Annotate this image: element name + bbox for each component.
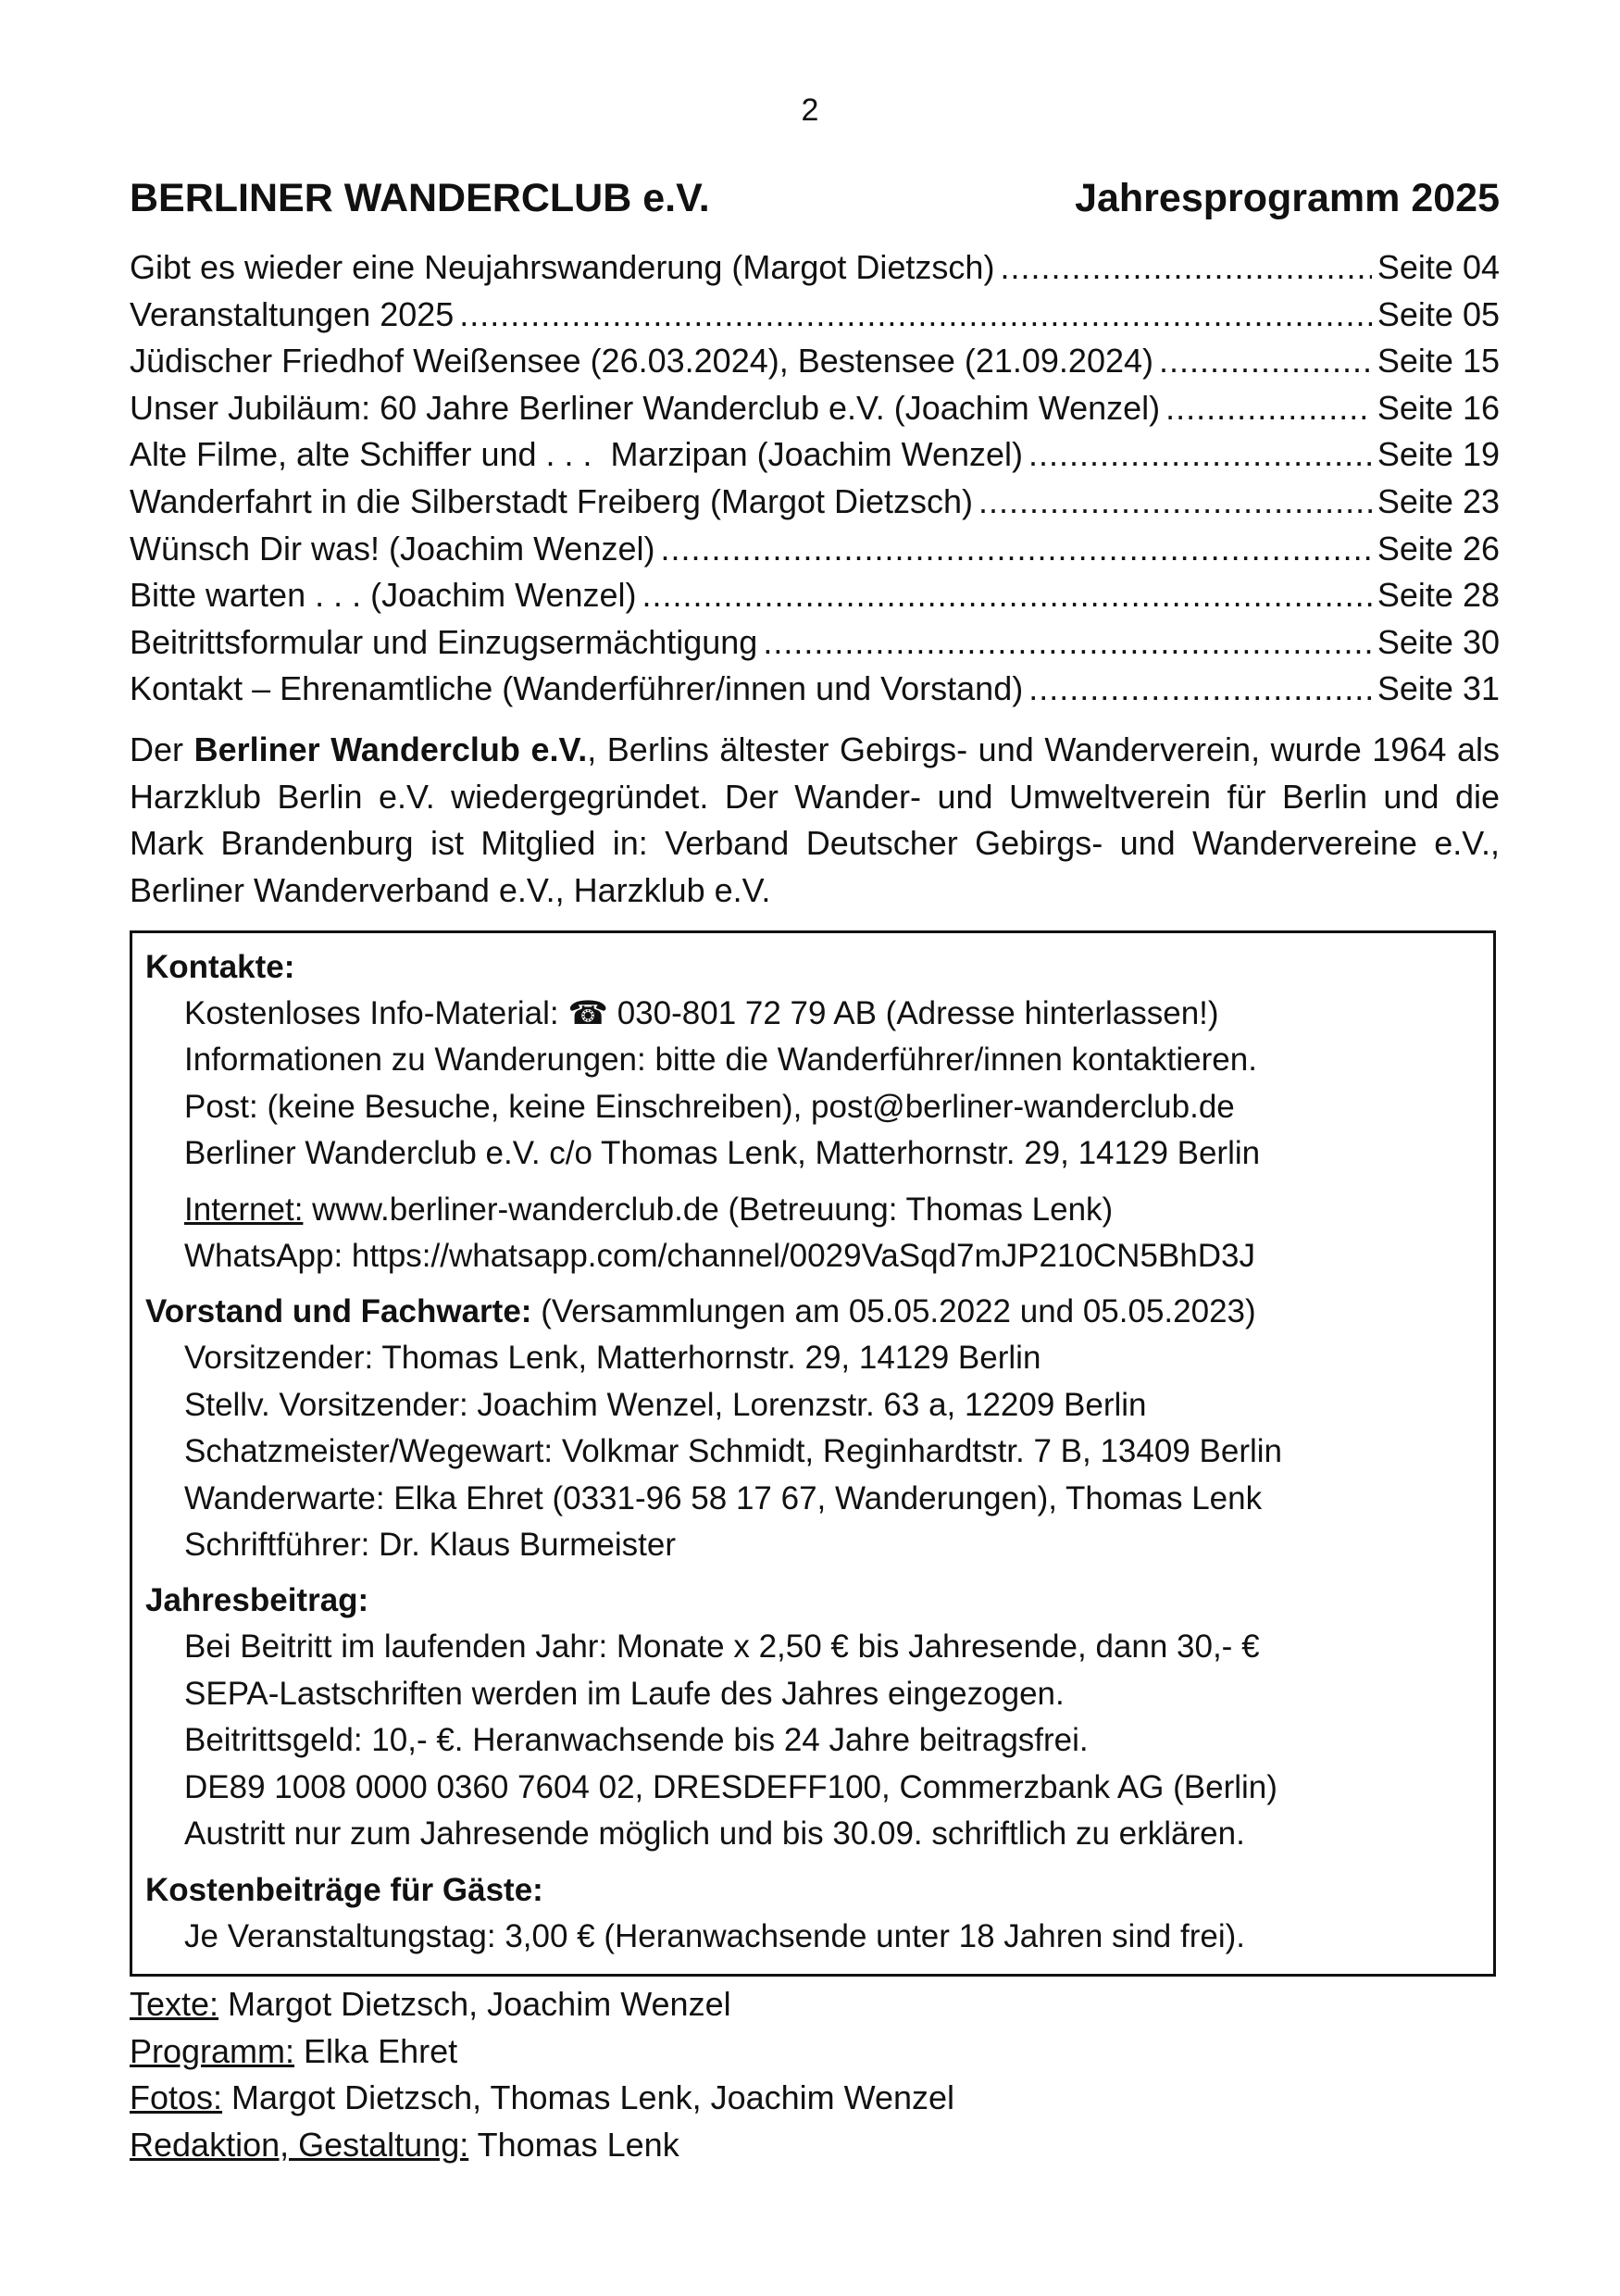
credit-value: Margot Dietzsch, Joachim Wenzel xyxy=(218,1985,731,2023)
guests-line: Je Veranstaltungstag: 3,00 € (Heranwachsende unter 18 Jahren sind frei). xyxy=(184,1917,1245,1954)
toc-entry-page: Seite 31 xyxy=(1377,669,1500,708)
contacts-whatsapp-line: WhatsApp: https://whatsapp.com/channel/0029VaSqd7mJP210CN5BhD3J xyxy=(184,1238,1255,1275)
credit-value: Elka Ehret xyxy=(294,2031,458,2070)
toc-entry-page: Seite 26 xyxy=(1377,529,1500,568)
guests-heading: Kostenbeiträge für Gäste: xyxy=(145,1871,543,1908)
contacts-info-line xyxy=(145,991,1475,1037)
contacts-line: Informationen zu Wanderungen: bitte die Wanderführer/innen kontaktieren. xyxy=(184,1042,1257,1079)
credit-line xyxy=(130,2122,1500,2169)
info-material-phone: 030-801 72 79 AB (Adresse hinterlassen!) xyxy=(607,995,1219,1031)
credits xyxy=(130,1981,1500,2168)
credit-label: Texte: xyxy=(130,1985,219,2023)
page-number: 2 xyxy=(801,93,819,128)
credit-label: Programm: xyxy=(130,2031,295,2070)
credit-label: Redaktion, Gestaltung: xyxy=(130,2125,469,2164)
toc-entry xyxy=(130,576,1500,623)
toc-leader xyxy=(642,576,1372,615)
board-heading-note: (Versammlungen am 05.05.2022 und 05.05.2023) xyxy=(531,1293,1256,1330)
toc-leader xyxy=(660,530,1371,568)
toc-leader xyxy=(1000,248,1371,287)
toc-entry xyxy=(130,623,1500,670)
toc-entry-title: Gibt es wieder eine Neujahrswanderung (Margot Dietzsch) xyxy=(130,248,995,286)
board-line: Schatzmeister/Wegewart: Volkmar Schmidt, Reginhardtstr. 7 B, 13409 Berlin xyxy=(184,1433,1283,1470)
toc-entry xyxy=(130,435,1500,482)
toc-leader xyxy=(1028,669,1372,708)
fees-line: DE89 1008 0000 0360 7604 02, DRESDEFF100, Commerzbank AG (Berlin) xyxy=(184,1768,1277,1805)
contacts-line: Berliner Wanderclub e.V. c/o Thomas Lenk, Matterhornstr. 29, 14129 Berlin xyxy=(184,1135,1261,1172)
contacts-line: Post: (keine Besuche, keine Einschreiben), post@berliner-wanderclub.de xyxy=(184,1088,1235,1125)
toc-entry xyxy=(130,530,1500,577)
info-box xyxy=(130,930,1496,1977)
toc-leader xyxy=(763,623,1372,662)
contacts-heading: Kontakte: xyxy=(145,949,295,985)
toc-entry-page: Seite 05 xyxy=(1377,294,1500,333)
toc-entry-title: Jüdischer Friedhof Weißensee (26.03.2024), Bestensee (21.09.2024) xyxy=(130,342,1153,381)
toc-entry xyxy=(130,669,1500,717)
toc-leader xyxy=(978,482,1372,521)
intro-club-name: Berliner Wanderclub e.V. xyxy=(193,730,588,768)
toc-entry-title: Kontakt – Ehrenamtliche (Wanderführer/innen und Vorstand) xyxy=(130,669,1024,708)
toc-entry-page: Seite 04 xyxy=(1377,248,1500,286)
toc-entry xyxy=(130,295,1500,343)
intro-text: , Berlins ältester Gebirgs- und Wanderverein, wurde 1964 als Harzklub Berlin e.V. wiedergegründet. Der Wander- und Umweltverein für Berlin und die Mark Brandenburg ist Mitglied in: Verband Deutscher Gebirgs- und Wandervereine e.V., Berliner Wanderverband e.V., Harzklub e.V. xyxy=(130,730,1500,909)
contacts-internet-line xyxy=(145,1187,1475,1233)
toc-leader xyxy=(1165,389,1372,428)
toc-entry xyxy=(130,342,1500,389)
fees-line: Beitrittsgeld: 10,- €. Heranwachsende bis 24 Jahre beitragsfrei. xyxy=(184,1722,1089,1759)
intro-prefix: Der xyxy=(130,730,194,768)
board-line: Wanderwarte: Elka Ehret (0331-96 58 17 67, Wanderungen), Thomas Lenk xyxy=(184,1479,1263,1516)
toc-entry-title: Unser Jubiläum: 60 Jahre Berliner Wanderclub e.V. (Joachim Wenzel) xyxy=(130,388,1161,427)
credit-line xyxy=(130,2075,1500,2122)
credit-value: Thomas Lenk xyxy=(468,2125,679,2164)
internet-text: www.berliner-wanderclub.de (Betreuung: Thomas Lenk) xyxy=(303,1191,1114,1228)
toc-entry-title: Wanderfahrt in die Silberstadt Freiberg (Margot Dietzsch) xyxy=(130,481,974,520)
toc-leader xyxy=(459,295,1372,334)
toc-leader xyxy=(1159,342,1372,381)
intro-paragraph xyxy=(130,727,1500,914)
toc-entry-title: Alte Filme, alte Schiffer und . . . Marzipan (Joachim Wenzel) xyxy=(130,435,1024,474)
board-line: Stellv. Vorsitzender: Joachim Wenzel, Lorenzstr. 63 a, 12209 Berlin xyxy=(184,1386,1147,1423)
internet-label: Internet: xyxy=(184,1191,304,1228)
program-title: Jahresprogramm 2025 xyxy=(1075,176,1500,220)
toc-entry-page: Seite 23 xyxy=(1377,481,1500,520)
credit-line xyxy=(130,2028,1500,2076)
toc-entry-title: Beitrittsformular und Einzugsermächtigung xyxy=(130,622,758,661)
board-heading xyxy=(145,1289,1475,1335)
fees-line: SEPA-Lastschriften werden im Laufe des Jahres eingezogen. xyxy=(184,1675,1065,1712)
table-of-contents xyxy=(130,248,1500,717)
toc-entry xyxy=(130,389,1500,436)
board-line: Vorsitzender: Thomas Lenk, Matterhornstr. 29, 14129 Berlin xyxy=(184,1340,1041,1377)
board-heading-label: Vorstand und Fachwarte: xyxy=(145,1293,532,1330)
toc-leader xyxy=(1028,435,1372,474)
credit-label: Fotos: xyxy=(130,2078,223,2117)
toc-entry-page: Seite 19 xyxy=(1377,435,1500,474)
toc-entry xyxy=(130,482,1500,530)
fees-heading: Jahresbeitrag: xyxy=(145,1582,369,1619)
fees-line: Bei Beitritt im laufenden Jahr: Monate x 2,50 € bis Jahresende, dann 30,- € xyxy=(184,1628,1260,1666)
page-header xyxy=(130,176,1500,221)
toc-entry xyxy=(130,248,1500,295)
toc-entry-title: Bitte warten . . . (Joachim Wenzel) xyxy=(130,576,637,615)
toc-entry-title: Veranstaltungen 2025 xyxy=(130,294,455,333)
credit-line xyxy=(130,1981,1500,2028)
toc-entry-page: Seite 30 xyxy=(1377,622,1500,661)
toc-entry-page: Seite 15 xyxy=(1377,342,1500,381)
fees-line: Austritt nur zum Jahresende möglich und bis 30.09. schriftlich zu erklären. xyxy=(184,1816,1245,1853)
toc-entry-page: Seite 16 xyxy=(1377,388,1500,427)
club-name: BERLINER WANDERCLUB e.V. xyxy=(130,176,710,220)
toc-entry-title: Wünsch Dir was! (Joachim Wenzel) xyxy=(130,529,655,568)
phone-icon: ☎ xyxy=(567,995,608,1031)
info-material-label: Kostenloses Info-Material: xyxy=(184,995,568,1031)
toc-entry-page: Seite 28 xyxy=(1377,576,1500,615)
credit-value: Margot Dietzsch, Thomas Lenk, Joachim Wenzel xyxy=(222,2078,955,2117)
board-line: Schriftführer: Dr. Klaus Burmeister xyxy=(184,1527,676,1564)
